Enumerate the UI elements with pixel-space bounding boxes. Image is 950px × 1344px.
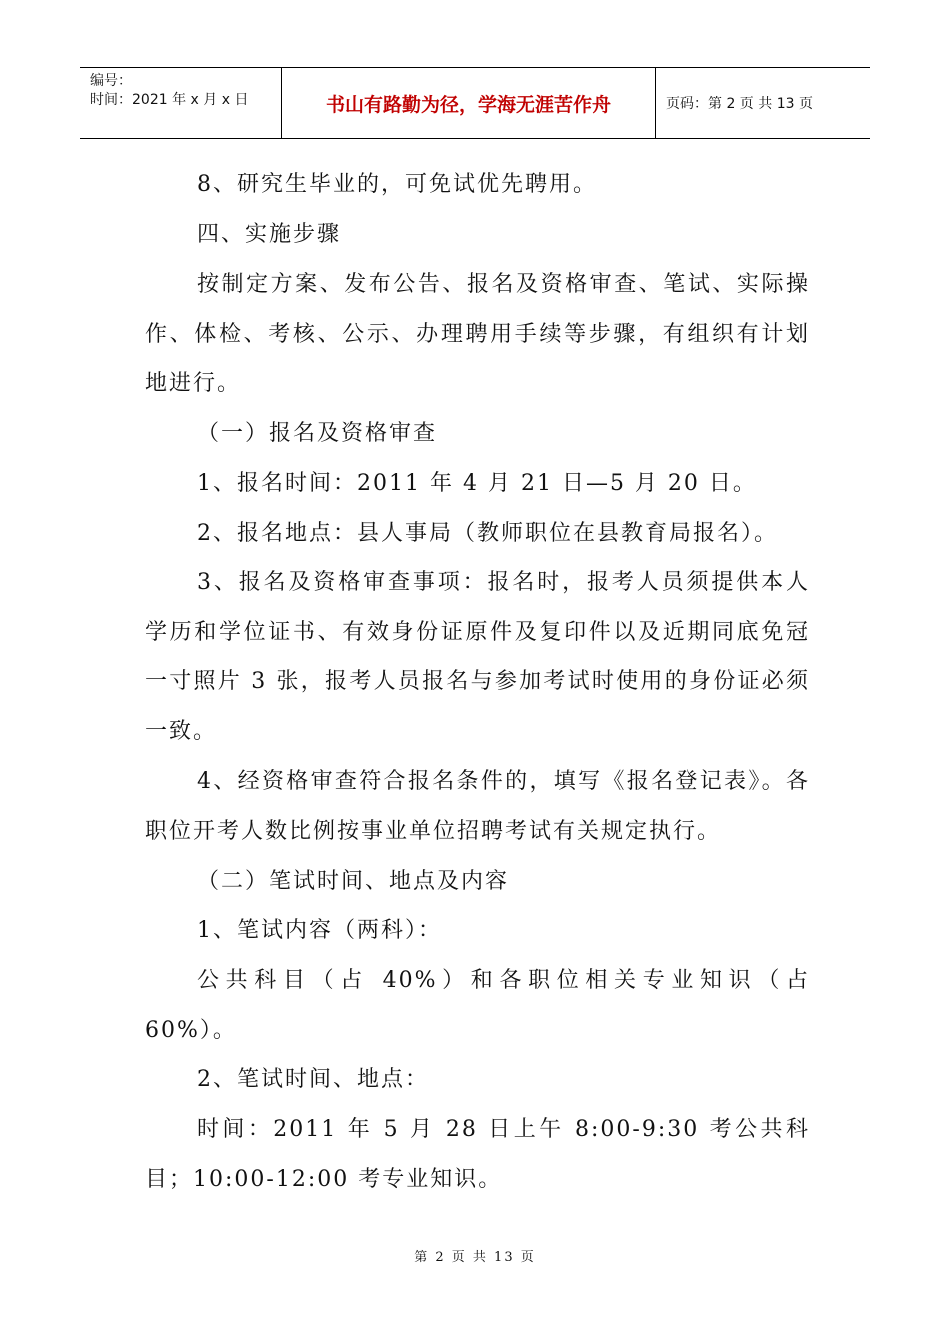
header-meta bbox=[80, 68, 282, 138]
document-number-label: 编号： bbox=[90, 73, 132, 89]
body-paragraph: 4、经资格审查符合报名条件的，填写《报名登记表》。各职位开考人数比例按事业单位招聘考试有关规定执行。 bbox=[145, 769, 810, 844]
body-paragraph: 1、笔试内容（两科）： bbox=[197, 918, 442, 943]
page-footer: 第 2 页 共 13 页 bbox=[414, 1250, 536, 1265]
body-paragraph: 3、报名及资格审查事项：报名时，报考人员须提供本人学历和学位证书、有效身份证原件及复印件以及近期同底免冠一寸照片 3 张，报考人员报名与参加考试时使用的身份证必须一致。 bbox=[145, 570, 810, 744]
header-motto: 书山有路勤为径，学海无涯苦作舟 bbox=[282, 68, 656, 138]
subsection-heading: （二）笔试时间、地点及内容 bbox=[197, 869, 510, 894]
body-paragraph: 8、研究生毕业的，可免试优先聘用。 bbox=[197, 172, 597, 197]
body-paragraph: 2、笔试时间、地点： bbox=[197, 1067, 429, 1092]
body-paragraph: 2、报名地点：县人事局（教师职位在县教育局报名）。 bbox=[197, 521, 778, 546]
body-paragraph: 公共科目（占 40%）和各职位相关专业知识（占 60%）。 bbox=[145, 968, 810, 1043]
body-paragraph: 按制定方案、发布公告、报名及资格审查、笔试、实际操作、体检、考核、公示、办理聘用手续等步骤，有组织有计划地进行。 bbox=[145, 272, 810, 396]
subsection-heading: （一）报名及资格审查 bbox=[197, 421, 438, 446]
document-date-label: 时间：2021 年 x 月 x 日 bbox=[90, 92, 249, 108]
body-paragraph: 1、报名时间：2011 年 4 月 21 日—5 月 20 日。 bbox=[197, 471, 757, 496]
section-heading: 四、实施步骤 bbox=[197, 222, 342, 247]
header-page-info: 页码：第 2 页 共 13 页 bbox=[666, 96, 813, 112]
body-paragraph: 时间：2011 年 5 月 28 日上午 8:00-9:30 考公共科目；10:00-12:00 考专业知识。 bbox=[145, 1117, 810, 1192]
page-header bbox=[80, 67, 870, 139]
